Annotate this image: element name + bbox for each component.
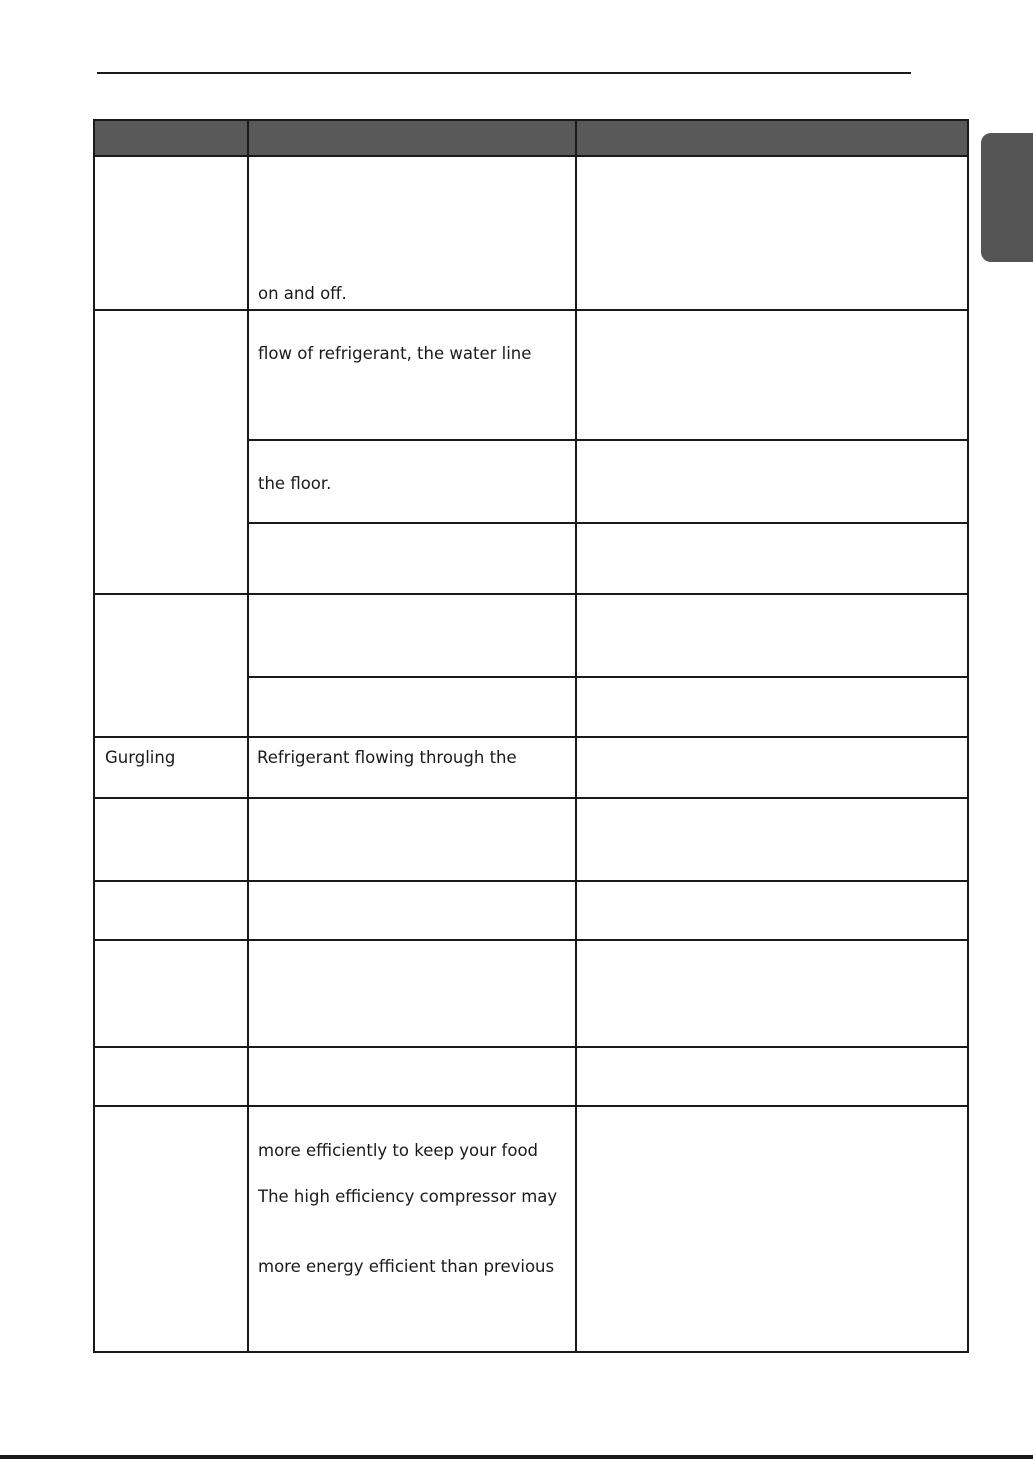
subrow-separator: [247, 522, 967, 524]
header-divider: [95, 155, 967, 157]
cell-text: more energy efficient than previous: [258, 1257, 555, 1276]
row-separator: [95, 309, 967, 311]
cell-text: more efficiently to keep your food: [258, 1141, 539, 1160]
noise-table: [93, 119, 969, 1353]
footer-rule: [0, 1455, 1033, 1459]
header-rule: [97, 72, 911, 74]
cell-text: flow of refrigerant, the water line: [258, 344, 532, 363]
cell-text: on and off.: [258, 284, 347, 303]
row-separator: [95, 1105, 967, 1107]
subrow-separator: [247, 439, 967, 441]
row-separator: [95, 593, 967, 595]
cell-text: Refrigerant flowing through the: [257, 748, 517, 767]
table-header-row: [95, 121, 967, 155]
row-separator: [95, 880, 967, 882]
cell-text: The high efficiency compressor may: [258, 1187, 558, 1206]
language-tab: [981, 133, 1033, 262]
sound-label-gurgling: Gurgling: [105, 748, 176, 767]
row-separator: [95, 939, 967, 941]
subrow-separator: [247, 676, 967, 678]
row-separator: [95, 736, 967, 738]
row-separator: [95, 1046, 967, 1048]
cell-text: the floor.: [258, 474, 332, 493]
row-separator: [95, 797, 967, 799]
